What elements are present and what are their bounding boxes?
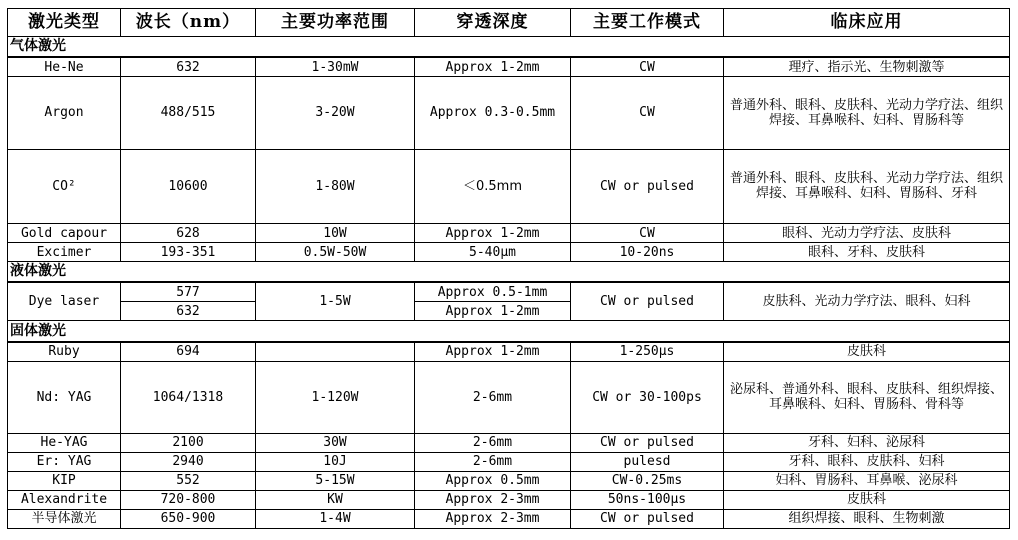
section-row-liquid [8, 262, 1010, 283]
cell-clinical: 皮肤科 [724, 490, 1010, 509]
cell-mode: 50ns-100μs [571, 490, 724, 509]
cell-mode: CW or pulsed [571, 282, 724, 321]
cell-wavelength: 650-900 [121, 509, 256, 528]
cell-power: 1-4W [256, 509, 415, 528]
cell-power: 10W [256, 224, 415, 243]
cell-mode: CW [571, 57, 724, 77]
cell-depth: Approx 2-3mm [415, 490, 571, 509]
cell-type: CO² [8, 149, 121, 224]
cell-wavelength: 552 [121, 471, 256, 490]
cell-clinical: 妇科、胃肠科、耳鼻喉、泌尿科 [724, 471, 1010, 490]
cell-clinical: 理疗、指示光、生物刺激等 [724, 57, 1010, 77]
cell-depth: 5-40μm [415, 243, 571, 262]
cell-power [256, 342, 415, 362]
header-wavelength: 波长（nm） [121, 9, 256, 37]
cell-wavelength: 1064/1318 [121, 361, 256, 433]
cell-mode: CW [571, 77, 724, 149]
cell-wavelength: 10600 [121, 149, 256, 224]
cell-depth: ＜0.5mm [415, 149, 571, 224]
cell-depth: 2-6mm [415, 452, 571, 471]
cell-wavelength-b: 632 [121, 302, 256, 321]
cell-clinical: 牙科、眼科、皮肤科、妇科 [724, 452, 1010, 471]
table-row-gold-capour [8, 224, 1010, 243]
table-row-co2 [8, 149, 1010, 224]
cell-wavelength: 2940 [121, 452, 256, 471]
table-row-he-yag [8, 434, 1010, 453]
cell-wavelength: 632 [121, 57, 256, 77]
header-power-range: 主要功率范围 [256, 9, 415, 37]
section-gas-lasers: 气体激光 [8, 37, 1010, 58]
cell-depth: Approx 2-3mm [415, 509, 571, 528]
cell-wavelength: 720-800 [121, 490, 256, 509]
table-row-dye-laser [8, 282, 1010, 302]
header-penetration-depth: 穿透深度 [415, 9, 571, 37]
cell-mode: CW or pulsed [571, 509, 724, 528]
table-row-he-ne [8, 57, 1010, 77]
cell-power: 1-80W [256, 149, 415, 224]
header-work-mode: 主要工作模式 [571, 9, 724, 37]
cell-type: Excimer [8, 243, 121, 262]
cell-power: 1-5W [256, 282, 415, 321]
cell-mode: 1-250μs [571, 342, 724, 362]
table-row-excimer [8, 243, 1010, 262]
table-row-nd-yag [8, 361, 1010, 433]
section-liquid-lasers: 液体激光 [8, 262, 1010, 283]
cell-type: Argon [8, 77, 121, 149]
cell-clinical: 眼科、光动力学疗法、皮肤科 [724, 224, 1010, 243]
table-row-semiconductor [8, 509, 1010, 528]
cell-mode: CW-0.25ms [571, 471, 724, 490]
cell-mode: 10-20ns [571, 243, 724, 262]
cell-mode: pulesd [571, 452, 724, 471]
cell-depth: 2-6mm [415, 434, 571, 453]
header-row [8, 9, 1010, 37]
cell-power: 3-20W [256, 77, 415, 149]
cell-type: He-Ne [8, 57, 121, 77]
cell-power: 1-120W [256, 361, 415, 433]
table-row-argon [8, 77, 1010, 149]
cell-wavelength-a: 577 [121, 282, 256, 302]
cell-clinical: 皮肤科 [724, 342, 1010, 362]
cell-depth-a: Approx 0.5-1mm [415, 282, 571, 302]
cell-depth: Approx 1-2mm [415, 57, 571, 77]
cell-type: Dye laser [8, 282, 121, 321]
cell-clinical: 眼科、牙科、皮肤科 [724, 243, 1010, 262]
cell-type: Alexandrite [8, 490, 121, 509]
cell-depth: Approx 0.3-0.5mm [415, 77, 571, 149]
cell-wavelength: 628 [121, 224, 256, 243]
table-row-er-yag [8, 452, 1010, 471]
cell-type: Er: YAG [8, 452, 121, 471]
cell-power: 1-30mW [256, 57, 415, 77]
cell-clinical: 普通外科、眼科、皮肤科、光动力学疗法、组织焊接、耳鼻喉科、妇科、胃肠科等 [724, 77, 1010, 149]
table-row-kip [8, 471, 1010, 490]
cell-depth: Approx 1-2mm [415, 224, 571, 243]
cell-mode: CW or pulsed [571, 434, 724, 453]
cell-depth: Approx 1-2mm [415, 342, 571, 362]
header-laser-type: 激光类型 [8, 9, 121, 37]
section-row-solid [8, 321, 1010, 342]
cell-mode: CW [571, 224, 724, 243]
cell-wavelength: 488/515 [121, 77, 256, 149]
table-row-ruby [8, 342, 1010, 362]
cell-clinical: 组织焊接、眼科、生物刺激 [724, 509, 1010, 528]
cell-type: 半导体激光 [8, 509, 121, 528]
cell-type: KIP [8, 471, 121, 490]
cell-type: Ruby [8, 342, 121, 362]
cell-clinical: 皮肤科、光动力学疗法、眼科、妇科 [724, 282, 1010, 321]
cell-mode: CW or pulsed [571, 149, 724, 224]
cell-type: He-YAG [8, 434, 121, 453]
cell-clinical: 牙科、妇科、泌尿科 [724, 434, 1010, 453]
section-row-gas [8, 37, 1010, 58]
section-solid-lasers: 固体激光 [8, 321, 1010, 342]
cell-wavelength: 2100 [121, 434, 256, 453]
cell-power: 0.5W-50W [256, 243, 415, 262]
cell-depth: 2-6mm [415, 361, 571, 433]
cell-type: Gold capour [8, 224, 121, 243]
cell-wavelength: 193-351 [121, 243, 256, 262]
cell-depth: Approx 0.5mm [415, 471, 571, 490]
cell-power: KW [256, 490, 415, 509]
cell-wavelength: 694 [121, 342, 256, 362]
header-clinical-use: 临床应用 [724, 9, 1010, 37]
cell-mode: CW or 30-100ps [571, 361, 724, 433]
table-row-alexandrite [8, 490, 1010, 509]
cell-power: 5-15W [256, 471, 415, 490]
laser-types-table [7, 8, 1010, 529]
cell-type: Nd: YAG [8, 361, 121, 433]
cell-depth-b: Approx 1-2mm [415, 302, 571, 321]
cell-power: 10J [256, 452, 415, 471]
cell-power: 30W [256, 434, 415, 453]
cell-clinical: 泌尿科、普通外科、眼科、皮肤科、组织焊接、耳鼻喉科、妇科、胃肠科、骨科等 [724, 361, 1010, 433]
cell-clinical: 普通外科、眼科、皮肤科、光动力学疗法、组织焊接、耳鼻喉科、妇科、胃肠科、牙科 [724, 149, 1010, 224]
